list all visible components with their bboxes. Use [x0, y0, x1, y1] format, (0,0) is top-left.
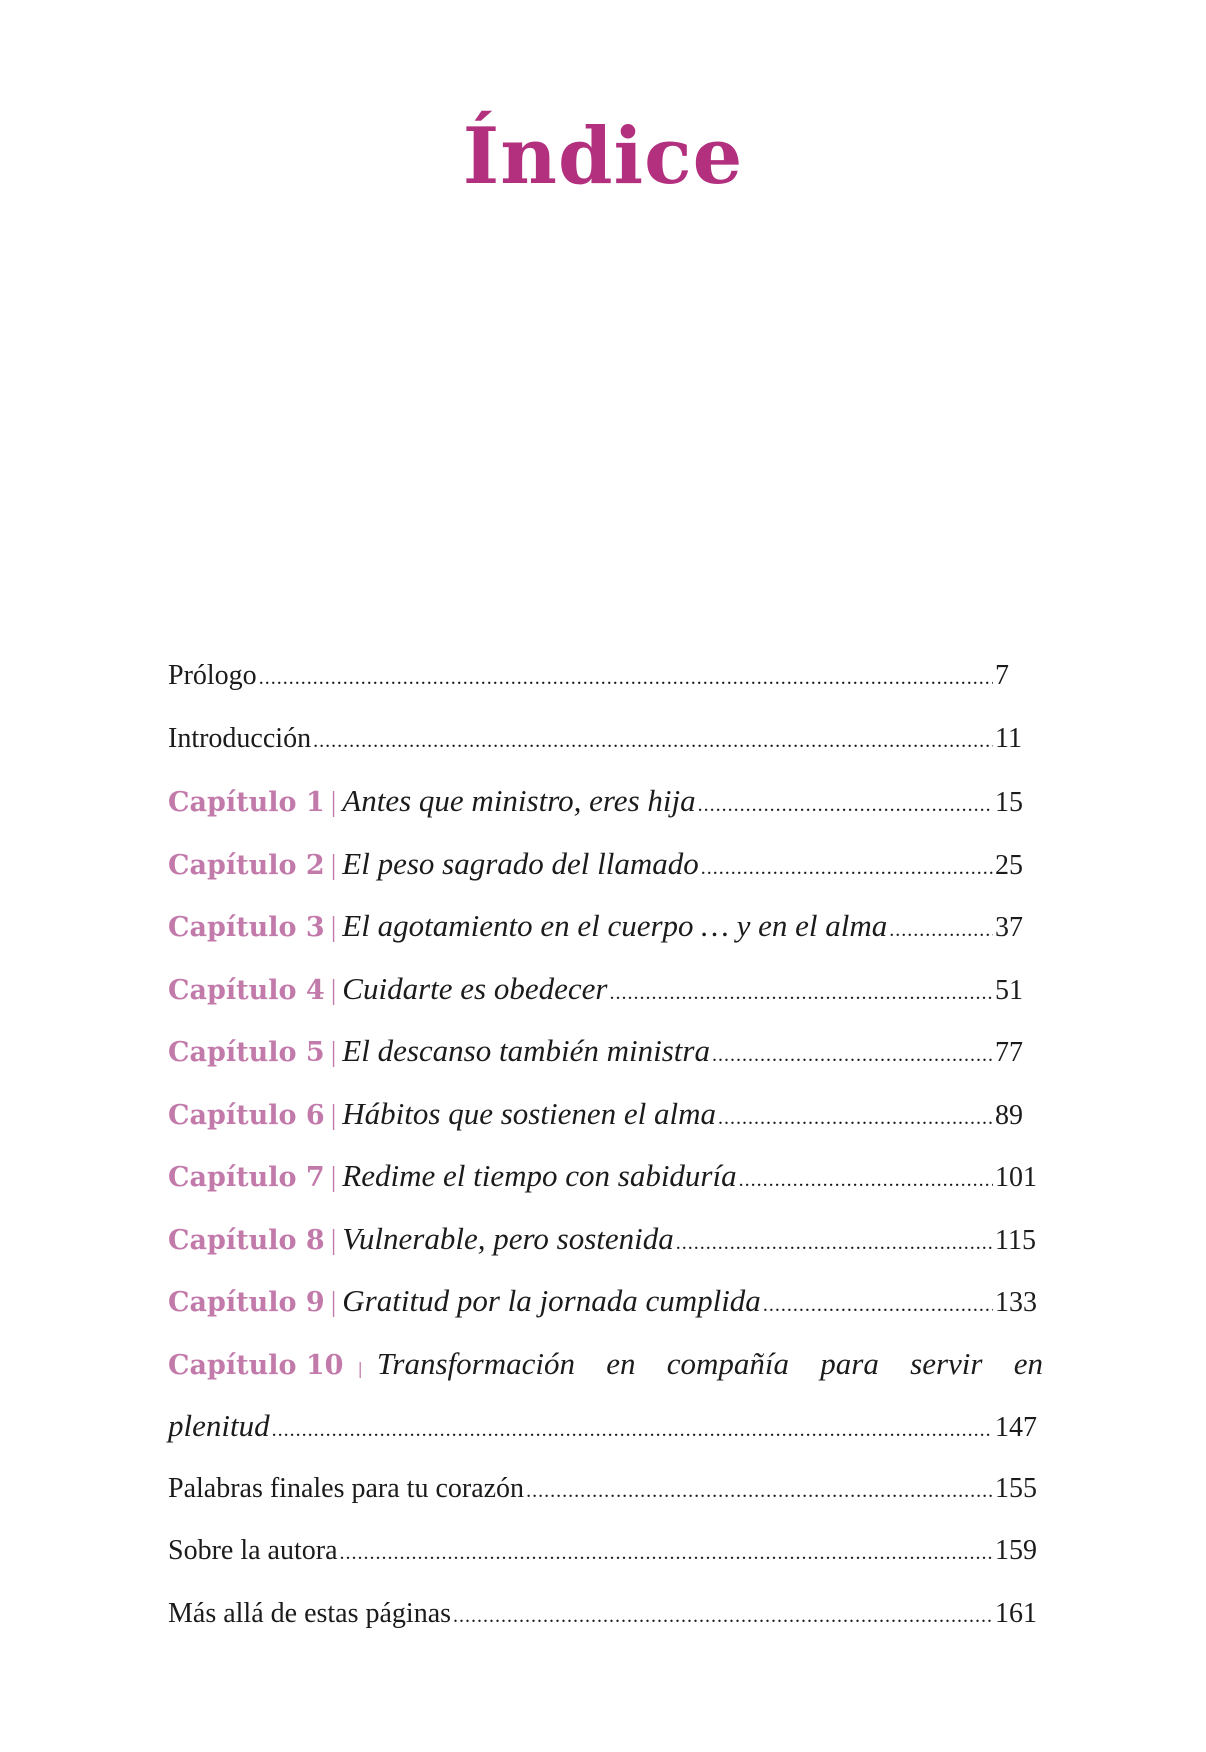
dot-leader	[712, 1024, 993, 1087]
toc-entry-sobre-la-autora[interactable]	[168, 1520, 1043, 1583]
chapter-title: Antes que ministro, eres hija	[342, 783, 696, 818]
page-title: Índice	[462, 111, 744, 202]
dot-leader	[889, 899, 993, 962]
title-word: compañía	[666, 1345, 790, 1381]
table-of-contents	[168, 645, 1043, 1645]
dot-leader	[698, 774, 993, 837]
entry-label	[168, 833, 699, 898]
page-number: 51	[995, 974, 1023, 1006]
chapter-number: Capítulo 1	[168, 787, 325, 818]
separator: |	[330, 974, 337, 1006]
toc-entry-prologo[interactable]	[168, 645, 1043, 708]
chapter-title: Hábitos que sostienen el alma	[342, 1095, 716, 1131]
title-word: Transformación	[376, 1345, 575, 1381]
toc-entry-chapter-1[interactable]	[168, 770, 1043, 833]
toc-entry-mas-alla[interactable]	[168, 1583, 1043, 1646]
toc-entry-chapter-8[interactable]	[168, 1208, 1043, 1271]
entry-label: Introducción	[168, 722, 312, 754]
entry-label: Más allá de estas páginas	[168, 1597, 452, 1629]
entry-label	[168, 1083, 716, 1148]
entry-label	[168, 1020, 710, 1085]
chapter-number: Capítulo 8	[168, 1224, 325, 1256]
toc-entry-chapter-10[interactable]	[168, 1333, 1043, 1396]
separator: |	[330, 849, 337, 881]
chapter-number: Capítulo 7	[168, 1162, 325, 1193]
page-number: 159	[995, 1535, 1037, 1566]
chapter-number: Capítulo 6	[168, 1099, 325, 1131]
toc-entry-chapter-4[interactable]	[168, 958, 1043, 1021]
chapter-title: Redime el tiempo con sabiduría	[342, 1158, 737, 1193]
toc-entry-chapter-6[interactable]	[168, 1083, 1043, 1146]
toc-entry-chapter-10-continued[interactable]	[168, 1395, 1043, 1458]
dot-leader	[676, 1212, 993, 1275]
chapter-title: Gratitud por la jornada cumplida	[342, 1283, 761, 1318]
entry-label	[168, 895, 887, 960]
toc-entry-chapter-7[interactable]	[168, 1145, 1043, 1208]
entry-label: Sobre la autora	[168, 1535, 338, 1566]
entry-label: Palabras finales para tu corazón	[168, 1472, 525, 1504]
toc-entry-introduccion[interactable]	[168, 708, 1043, 771]
page-number: 25	[995, 849, 1023, 881]
entry-label	[168, 1270, 761, 1335]
page-number: 37	[995, 912, 1023, 943]
title-word: en	[606, 1345, 636, 1381]
dot-leader	[272, 1399, 993, 1462]
dot-leader	[739, 1149, 993, 1212]
entry-label	[168, 958, 607, 1023]
toc-entry-chapter-2[interactable]	[168, 833, 1043, 896]
entry-label	[168, 770, 696, 835]
chapter-number: Capítulo 5	[168, 1037, 325, 1068]
page-number: 101	[995, 1162, 1037, 1193]
chapter-title: Vulnerable, pero sostenida	[342, 1220, 674, 1256]
separator: |	[330, 912, 337, 943]
chapter-title: El peso sagrado del llamado	[342, 845, 699, 881]
chapter-title: Cuidarte es obedecer	[342, 970, 608, 1006]
page-number: 147	[995, 1412, 1037, 1443]
separator: |	[330, 787, 337, 818]
toc-entry-chapter-3[interactable]	[168, 895, 1043, 958]
dot-leader	[526, 1460, 993, 1523]
dot-leader	[453, 1585, 993, 1648]
entry-label: Prólogo	[168, 660, 257, 691]
title-word: en	[1013, 1345, 1043, 1381]
chapter-number: Capítulo 10	[168, 1349, 344, 1381]
page-number: 7	[995, 660, 1009, 691]
toc-entry-palabras-finales[interactable]	[168, 1458, 1043, 1521]
title-word: para	[820, 1345, 879, 1381]
separator: |	[330, 1224, 337, 1256]
page-number: 77	[995, 1037, 1023, 1068]
dot-leader	[340, 1522, 994, 1585]
chapter-title	[377, 1333, 1043, 1396]
chapter-title: El agotamiento en el cuerpo … y en el alma	[342, 908, 888, 943]
page-number: 133	[995, 1287, 1037, 1318]
chapter-title-continued: plenitud	[168, 1408, 270, 1443]
page-number: 155	[995, 1472, 1037, 1504]
chapter-number: Capítulo 2	[168, 849, 325, 881]
separator: |	[330, 1162, 337, 1193]
chapter-number: Capítulo 3	[168, 912, 325, 943]
page-number: 11	[995, 722, 1022, 754]
title-word: servir	[910, 1345, 983, 1381]
separator: |	[357, 1358, 363, 1378]
entry-label	[168, 1208, 674, 1273]
toc-entry-chapter-9[interactable]	[168, 1270, 1043, 1333]
entry-label	[168, 1145, 737, 1210]
separator: |	[330, 1037, 337, 1068]
separator: |	[330, 1287, 337, 1318]
dot-leader	[701, 837, 993, 900]
page-number: 161	[995, 1597, 1037, 1629]
chapter-title: El descanso también ministra	[342, 1033, 710, 1068]
chapter-number: Capítulo 9	[168, 1287, 325, 1318]
chapter-number: Capítulo 4	[168, 974, 325, 1006]
toc-entry-chapter-5[interactable]	[168, 1020, 1043, 1083]
dot-leader	[763, 1274, 993, 1337]
page-number: 15	[995, 787, 1023, 818]
dot-leader	[259, 647, 993, 710]
dot-leader	[313, 710, 993, 773]
dot-leader	[718, 1087, 993, 1150]
separator: |	[330, 1099, 337, 1131]
page-number: 89	[995, 1099, 1023, 1131]
dot-leader	[609, 962, 993, 1025]
page-number: 115	[995, 1224, 1036, 1256]
